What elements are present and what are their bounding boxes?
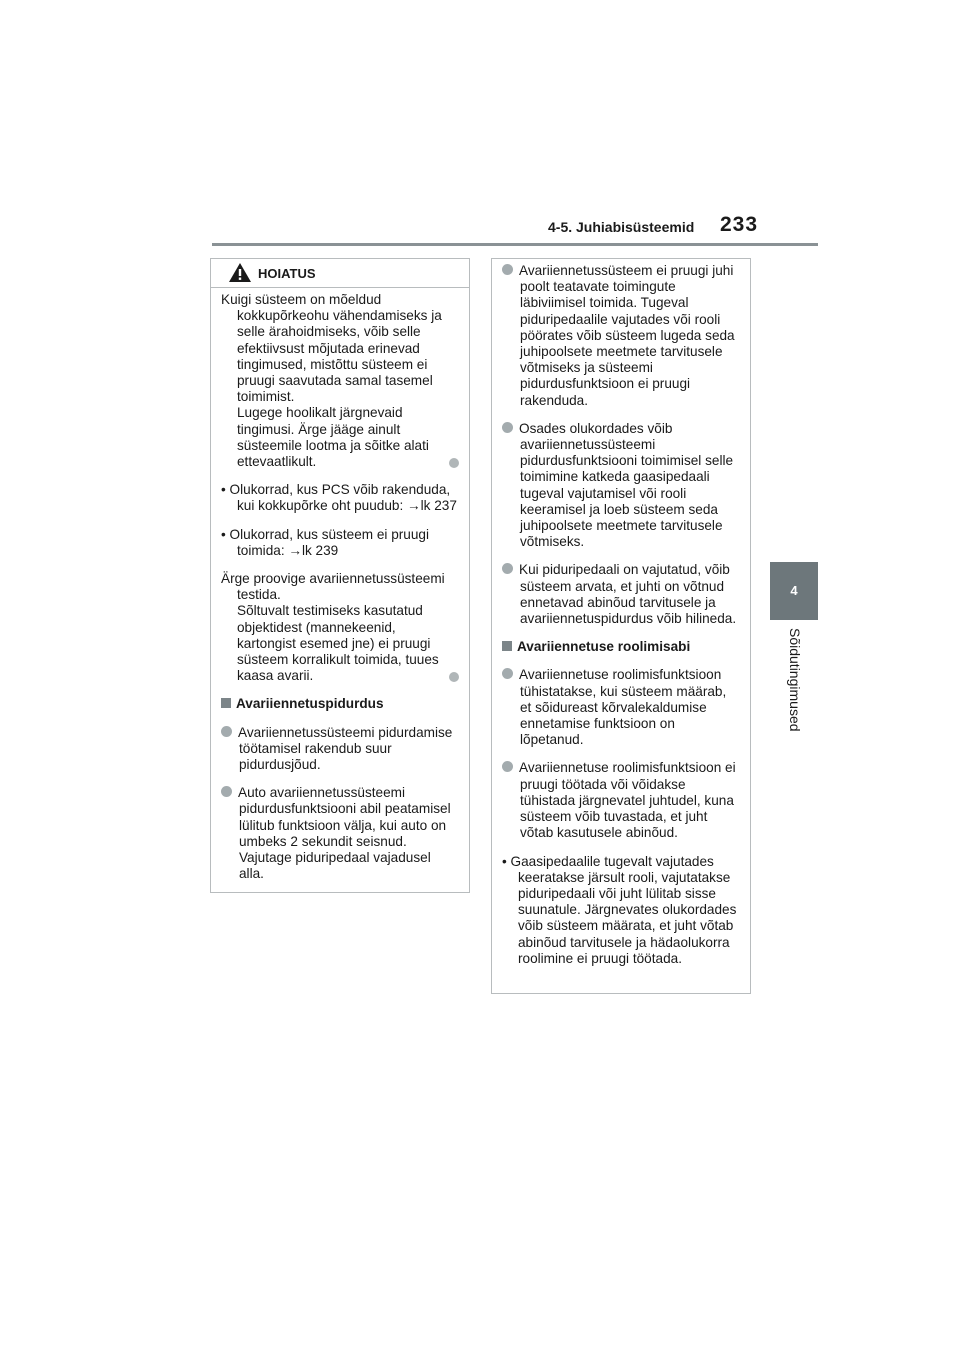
list-item [502, 760, 740, 841]
section-title: 4-5. Juhiabisüsteemid [548, 219, 695, 235]
section-heading [221, 696, 459, 712]
left-column [210, 258, 470, 893]
warning-body [211, 288, 469, 883]
list-item-text: Avariiennetussüsteem ei pruugi juhi poolt teatavate toimingute läbiviimisel toimida. Tugeval piduripedaalile vajutades või rooli pöörates võib süsteem lugeda seda juhipoolsete meetmete tarvitusele võtmiseks ja süsteemi pidurdusfunktsioon ei pruugi rakenduda. [519, 263, 735, 408]
warning-p1-rest: kokkupõrkeohu vähendamiseks ja selle ärahoidmiseks, võib selle efektiivsust mõjutada erinevad tingimused, mistõttu süsteem ei pruugi saavutada samal tasemel toimimist. [237, 308, 442, 405]
bullet-icon [502, 264, 513, 275]
list-item-text: Kui piduripedaali on vajutatud, võib süsteem arvata, et juhti on võtnud ennetavad abinõud tarvitusele ja avariiennetuspidurdus võib hilineda. [519, 562, 737, 627]
warning-header [211, 259, 469, 288]
warning-p2-rest: testida. [237, 587, 281, 603]
square-bullet-icon [502, 641, 512, 651]
bullet-icon [502, 563, 513, 574]
dash-list-item: • Gaasipedaalile tugevalt vajutades keeratakse järsult rooli, vajutatakse piduripedaali või juht lülitab sisse suunatule. Järgnevates olukordades võib süsteem määrata, et juht võtab abinõud tarvitusele ja hädaolukorra roolimine ei pruugi töötada. [502, 853, 737, 966]
list-item [502, 562, 740, 627]
list-item [502, 421, 740, 551]
warning-paragraph-1 [221, 292, 459, 470]
header-rule [212, 243, 818, 246]
warning-p1-lead: Kuigi süsteem on mõeldud [221, 292, 382, 307]
list-item-text: Avariiennetussüsteemi pidurdamise töötamisel rakendub suur pidurdusjõud. [238, 724, 453, 773]
bullet-icon [502, 761, 513, 772]
list-item-text: Avariiennetuse roolimisfunktsioon tühistatakse, kui süsteem määrab, et sõidureast kõrvalekaldumise ennetamise funktsioon on lõpetanud. [519, 667, 727, 748]
list-item-text: Avariiennetuse roolimisfunktsioon ei pruugi töötada või võidakse tühistada järgnevatel juhtudel, kuna süsteem võib tuvastada, et juht võtab kasutusele abinõud. [519, 760, 736, 841]
chapter-tab: 4 [770, 562, 818, 620]
chapter-label [770, 628, 818, 748]
right-body [492, 259, 750, 967]
warning-p2-line2: Sõltuvalt testimiseks kasutatud objektidest (mannekeenid, kartongist esemed jne) ei pruugi süsteem korralikult toimida, tuues kaasa avarii. [237, 603, 439, 684]
warning-title: HOIATUS [258, 266, 316, 281]
list-item [221, 725, 459, 774]
warning-p1-line2: Lugege hoolikalt järgnevaid tingimusi. Ärge jääge ainult süsteemile lootma ja sõitke alati ettevaatlikult. [237, 405, 429, 470]
warning-paragraph-2 [221, 571, 459, 684]
section-heading-text: Avariiennetuse roolimisabi [517, 639, 691, 655]
list-item [502, 263, 740, 409]
list-item [221, 785, 459, 882]
list-item-text: Osades olukordades võib avariiennetussüsteemi pidurdusfunktsiooni toimimisel selle toimimine katkeda gaasipedaali tugeval vajutamisel või rooli keeramisel ja loeb süsteem seda juhipoolsete meetmete tarvitusele võtmiseks. [519, 420, 734, 550]
right-column [491, 258, 751, 994]
warning-list-item-1: • Olukorrad, kus PCS võib rakenduda, kui kokkupõrke oht puudub: →lk 237 [221, 482, 457, 514]
list-item-text: Auto avariiennetussüsteemi pidurdusfunktsiooni abil peatamisel lülitub funktsioon välja, kui auto on umbeks 2 sekundit seisnud. Vajutage piduripedaal vajadusel alla. [238, 785, 451, 882]
chapter-label-text: Sõidutingimused [787, 628, 803, 732]
warning-p2-lead: Ärge proovige avariiennetussüsteemi [221, 571, 445, 587]
bullet-icon [221, 786, 232, 797]
square-bullet-icon [221, 698, 231, 708]
warning-icon [228, 262, 252, 283]
bullet-icon [502, 668, 513, 679]
warning-list-item-2: • Olukorrad, kus süsteem ei pruugi toimida: →lk 239 [221, 526, 430, 558]
section-heading [502, 639, 740, 655]
bullet-icon [221, 726, 232, 737]
bullet-icon [502, 422, 513, 433]
page-number: 233 [720, 213, 759, 236]
section-heading-text: Avariiennetuspidurdus [236, 696, 384, 712]
list-item [502, 667, 740, 748]
